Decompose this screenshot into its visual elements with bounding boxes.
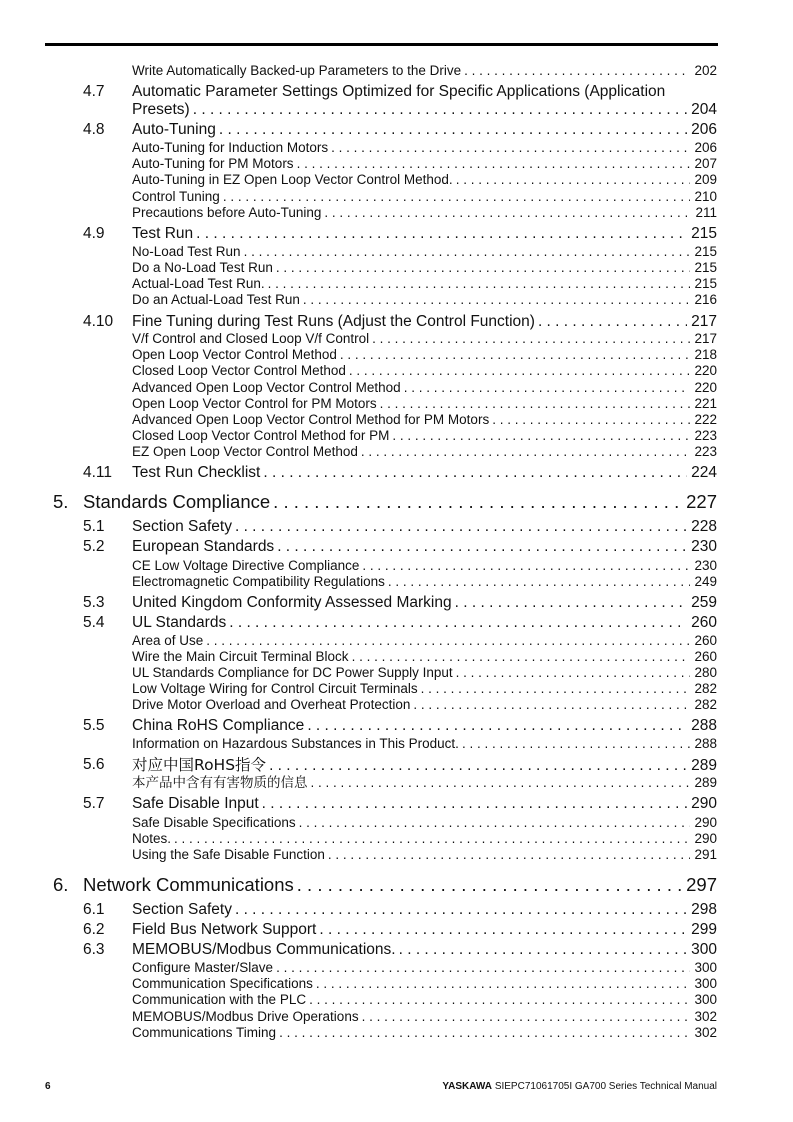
dot-leader — [462, 736, 691, 752]
dot-leader — [399, 940, 688, 960]
toc-entry-title: Communication Specifications — [132, 976, 313, 991]
dot-leader — [223, 189, 691, 205]
toc-entry-title: UL Standards Compliance for DC Power Supply Input — [132, 665, 453, 680]
footer-manual-title — [442, 1081, 717, 1092]
dot-leader — [372, 331, 690, 347]
toc-entry-title: Electromagnetic Compatibility Regulations — [132, 574, 385, 589]
toc-page-number: 289 — [691, 757, 717, 774]
toc-page-number: 290 — [694, 815, 717, 830]
toc-section-number: 5.2 — [83, 538, 105, 555]
toc-entry[interactable] — [132, 847, 717, 863]
toc-entry[interactable] — [132, 156, 717, 172]
toc-page-number: 217 — [691, 313, 717, 330]
toc-entry[interactable] — [132, 697, 717, 713]
toc-page-number: 215 — [694, 260, 717, 275]
toc-page-number: 260 — [694, 649, 717, 664]
dot-leader — [392, 428, 690, 444]
toc-page-number: 300 — [694, 960, 717, 975]
toc-entry-title: EZ Open Loop Vector Control Method — [132, 444, 358, 459]
dot-leader — [196, 224, 687, 244]
toc-page-number: 223 — [694, 428, 717, 443]
toc-section-number: 6. — [53, 874, 69, 895]
toc-entry[interactable] — [132, 396, 717, 412]
toc-entry-title: Advanced Open Loop Vector Control Method for PM Motors — [132, 412, 490, 427]
toc-entry-title: Open Loop Vector Control for PM Motors — [132, 396, 377, 411]
toc-entry[interactable] — [132, 831, 717, 847]
toc-entry[interactable] — [132, 815, 717, 831]
toc-entry[interactable] — [132, 224, 717, 244]
dot-leader — [235, 900, 687, 920]
toc-entry[interactable] — [132, 574, 717, 590]
toc-entry[interactable] — [132, 120, 717, 140]
toc-page-number: 216 — [694, 292, 717, 307]
toc-entry[interactable] — [132, 960, 717, 976]
toc-page-number: 206 — [691, 121, 717, 138]
toc-page-number: 259 — [691, 594, 717, 611]
dot-leader — [268, 276, 691, 292]
toc-entry[interactable] — [132, 940, 717, 960]
header-rule — [45, 43, 718, 46]
toc-section-number: 5.3 — [83, 594, 105, 611]
dot-leader — [277, 537, 687, 557]
dot-leader — [307, 716, 687, 736]
toc-entry-title: Communications Timing — [132, 1025, 277, 1040]
toc-entry[interactable] — [132, 920, 717, 940]
toc-entry[interactable] — [132, 976, 717, 992]
toc-page-number: 206 — [694, 140, 717, 155]
dot-leader — [538, 312, 687, 332]
toc-entry[interactable] — [132, 633, 717, 649]
toc-entry[interactable] — [132, 1009, 717, 1025]
dot-leader — [193, 100, 687, 120]
toc-entry-title: Auto-Tuning — [132, 121, 216, 138]
toc-entry[interactable] — [132, 189, 717, 205]
toc-entry-title: Information on Hazardous Substances in This Product. — [132, 736, 459, 751]
toc-section-number: 6.3 — [83, 941, 105, 958]
toc-section-number: 5.6 — [83, 756, 105, 773]
dot-leader — [456, 172, 691, 188]
dot-leader — [276, 960, 690, 976]
toc-entry-title[interactable]: Automatic Parameter Settings Optimized for Specific Applications (Application — [132, 83, 666, 100]
toc-entry-title: Write Automatically Backed-up Parameters to the Drive — [132, 63, 462, 78]
toc-entry-title: Area of Use — [132, 633, 204, 648]
toc-page-number: 227 — [686, 491, 717, 512]
toc-page-number: 280 — [694, 665, 717, 680]
toc-section-number: 4.7 — [83, 83, 105, 100]
toc-entry[interactable] — [132, 100, 717, 120]
toc-page-number: 260 — [691, 614, 717, 631]
toc-entry-title: Using the Safe Disable Function — [132, 847, 325, 862]
dot-leader — [263, 463, 687, 483]
toc-entry[interactable] — [132, 900, 717, 920]
toc-page-number: 299 — [691, 921, 717, 938]
dot-leader — [324, 205, 691, 221]
toc-entry-title: Do a No-Load Test Run — [132, 260, 273, 275]
toc-page-number: 218 — [694, 347, 717, 362]
toc-entry-title: Safe Disable Specifications — [132, 815, 296, 830]
toc-page-number: 288 — [694, 736, 717, 751]
toc-entry[interactable] — [132, 244, 717, 260]
toc-entry-title: Low Voltage Wiring for Control Circuit Terminals — [132, 681, 418, 696]
toc-entry[interactable] — [83, 490, 717, 514]
dot-leader — [174, 831, 690, 847]
toc-page-number: 302 — [694, 1009, 717, 1024]
toc-entry-title: Fine Tuning during Test Runs (Adjust the Control Function) — [132, 313, 535, 330]
toc-entry-title: United Kingdom Conformity Assessed Marking — [132, 594, 452, 611]
toc-page-number: 220 — [694, 380, 717, 395]
toc-entry[interactable] — [132, 205, 717, 221]
toc-section-number: 6.1 — [83, 901, 105, 918]
toc-page-number: 288 — [691, 717, 717, 734]
toc-page-number: 221 — [694, 396, 717, 411]
toc-section-number: 6.2 — [83, 921, 105, 938]
toc-page-number: 300 — [694, 976, 717, 991]
dot-leader — [311, 775, 691, 791]
toc-page-number: 260 — [694, 633, 717, 648]
dot-leader — [352, 649, 691, 665]
toc-entry-title: 对应中国RoHS指令 — [132, 756, 267, 774]
dot-leader — [279, 1025, 690, 1041]
toc-section-number: 4.8 — [83, 121, 105, 138]
dot-leader — [262, 794, 687, 814]
dot-leader — [362, 1009, 691, 1025]
toc-page-number: 217 — [694, 331, 717, 346]
toc-entry-title: Precautions before Auto-Tuning — [132, 205, 322, 220]
toc-entry-title: Drive Motor Overload and Overheat Protection — [132, 697, 411, 712]
toc-entry[interactable] — [132, 63, 717, 79]
toc-page-number: 215 — [694, 244, 717, 259]
dot-leader — [455, 593, 688, 613]
dot-leader — [309, 992, 690, 1008]
toc-page-number: 223 — [694, 444, 717, 459]
toc-entry[interactable] — [132, 347, 717, 363]
toc-section-number: 5.1 — [83, 518, 105, 535]
dot-leader — [404, 380, 691, 396]
dot-leader — [297, 156, 691, 172]
toc-entry-title: Configure Master/Slave — [132, 960, 274, 975]
toc-entry-title: Open Loop Vector Control Method — [132, 347, 337, 362]
toc-entry[interactable] — [132, 736, 717, 752]
dot-leader — [276, 260, 691, 276]
toc-entry[interactable] — [132, 412, 717, 428]
toc-entry[interactable] — [132, 363, 717, 379]
dot-leader — [244, 244, 691, 260]
toc-entry[interactable] — [132, 292, 717, 308]
toc-section-number: 5.5 — [83, 717, 105, 734]
toc-entry[interactable] — [132, 331, 717, 347]
dot-leader — [328, 847, 691, 863]
toc-entry-title: Safe Disable Input — [132, 795, 259, 812]
toc-entry[interactable] — [132, 716, 717, 736]
toc-section-number: 4.11 — [83, 464, 113, 481]
footer-brand: YASKAWA — [442, 1081, 493, 1092]
toc-entry-title: Section Safety — [132, 901, 232, 918]
toc-entry-title: Field Bus Network Support — [132, 921, 317, 938]
dot-leader — [319, 920, 687, 940]
toc-entry[interactable] — [83, 873, 717, 897]
toc-entry[interactable] — [132, 172, 717, 188]
toc-page-number: 210 — [694, 189, 717, 204]
dot-leader — [492, 412, 690, 428]
toc-entry-title: China RoHS Compliance — [132, 717, 305, 734]
toc-page-number: 230 — [691, 538, 717, 555]
toc-entry-title: Test Run Checklist — [132, 464, 261, 481]
toc-entry[interactable] — [132, 992, 717, 1008]
dot-leader — [299, 815, 691, 831]
dot-leader — [273, 490, 682, 514]
toc-section-number: 5.7 — [83, 795, 105, 812]
toc-entry-title: Auto-Tuning for PM Motors — [132, 156, 294, 171]
toc-entry[interactable] — [132, 517, 717, 537]
toc-page-number: 282 — [694, 681, 717, 696]
toc-entry-title-continued: Presets) — [132, 101, 190, 118]
toc-entry-title: European Standards — [132, 538, 275, 555]
toc-page-number: 220 — [694, 363, 717, 378]
toc-page-number: 211 — [695, 205, 717, 220]
toc-page-number: 289 — [694, 775, 717, 790]
dot-leader — [331, 140, 690, 156]
toc-page-number: 249 — [694, 574, 717, 589]
toc-page-number: 297 — [686, 874, 717, 895]
toc-page-number: 298 — [691, 901, 717, 918]
toc-entry[interactable] — [132, 665, 717, 681]
toc-entry[interactable] — [132, 537, 717, 557]
toc-page-number: 300 — [691, 941, 717, 958]
dot-leader — [380, 396, 691, 412]
toc-entry-title: Wire the Main Circuit Terminal Block — [132, 649, 349, 664]
toc-entry-title: Do an Actual-Load Test Run — [132, 292, 300, 307]
toc-entry-title: CE Low Voltage Directive Compliance — [132, 558, 360, 573]
toc-page-number: 204 — [691, 101, 717, 118]
toc-page-number: 202 — [694, 63, 717, 78]
toc-page-number: 224 — [691, 464, 717, 481]
dot-leader — [340, 347, 691, 363]
toc-entry-title: Auto-Tuning in EZ Open Loop Vector Control Method. — [132, 172, 453, 187]
toc-section-number: 5.4 — [83, 614, 105, 631]
toc-entry[interactable] — [132, 380, 717, 396]
toc-page-number: 215 — [691, 225, 717, 242]
toc-entry[interactable] — [132, 775, 717, 791]
toc-page-number: 300 — [694, 992, 717, 1007]
toc-entry-title: Auto-Tuning for Induction Motors — [132, 140, 329, 155]
footer-page-number: 6 — [45, 1081, 51, 1092]
toc-entry-title: Actual-Load Test Run. — [132, 276, 265, 291]
toc-section-number: 5. — [53, 491, 69, 512]
toc-page-number: 290 — [691, 795, 717, 812]
toc-page-number: 209 — [694, 172, 717, 187]
footer-manual-name: SIEPC71061705I GA700 Series Technical Manual — [494, 1081, 717, 1092]
toc-section-number: 4.9 — [83, 225, 105, 242]
dot-leader — [388, 574, 691, 590]
dot-leader — [303, 292, 691, 308]
dot-leader — [421, 681, 691, 697]
toc-page-number: 291 — [694, 847, 717, 862]
toc-page-number: 207 — [694, 156, 717, 171]
toc-entry[interactable] — [132, 1025, 717, 1041]
toc-page-number: 228 — [691, 518, 717, 535]
toc-entry-title: Test Run — [132, 225, 194, 242]
toc-entry-title: Closed Loop Vector Control Method for PM — [132, 428, 390, 443]
dot-leader — [206, 633, 690, 649]
toc-entry-title: V/f Control and Closed Loop V/f Control — [132, 331, 370, 346]
toc-page-number: 302 — [694, 1025, 717, 1040]
dot-leader — [456, 665, 691, 681]
toc-entry-title: Communication with the PLC — [132, 992, 307, 1007]
toc-entry-title: Notes. — [132, 831, 172, 846]
dot-leader — [464, 63, 690, 79]
toc-entry[interactable] — [132, 140, 717, 156]
toc-entry-title: Advanced Open Loop Vector Control Method — [132, 380, 401, 395]
toc-entry-title: Section Safety — [132, 518, 232, 535]
toc-entry[interactable] — [132, 276, 717, 292]
toc-section-number: 4.10 — [83, 313, 114, 330]
dot-leader — [361, 444, 691, 460]
toc-entry[interactable] — [132, 428, 717, 444]
toc-page-number: 290 — [694, 831, 717, 846]
dot-leader — [229, 613, 687, 633]
toc-entry[interactable] — [132, 463, 717, 483]
toc-page-number: 215 — [694, 276, 717, 291]
toc-entry-title: UL Standards — [132, 614, 227, 631]
toc-entry-title: Standards Compliance — [83, 491, 271, 512]
toc-entry-title: Closed Loop Vector Control Method — [132, 363, 346, 378]
toc-entry[interactable] — [132, 649, 717, 665]
dot-leader — [235, 517, 687, 537]
toc-entry[interactable] — [132, 613, 717, 633]
dot-leader — [362, 558, 690, 574]
toc-page-number: 222 — [694, 412, 717, 427]
dot-leader — [316, 976, 691, 992]
toc-entry[interactable] — [132, 312, 717, 332]
toc-entry[interactable] — [132, 755, 717, 775]
toc-entry[interactable] — [132, 260, 717, 276]
toc-entry[interactable] — [132, 681, 717, 697]
dot-leader — [349, 363, 691, 379]
toc-entry-title: 本产品中含有有害物质的信息 — [132, 775, 308, 791]
dot-leader — [297, 873, 682, 897]
dot-leader — [219, 120, 687, 140]
toc-entry[interactable] — [132, 444, 717, 460]
toc-entry-title: Control Tuning — [132, 189, 220, 204]
toc-entry[interactable] — [132, 593, 717, 613]
toc-entry-title: MEMOBUS/Modbus Drive Operations — [132, 1009, 359, 1024]
toc-page-number: 230 — [694, 558, 717, 573]
toc-entry[interactable] — [132, 794, 717, 814]
dot-leader — [269, 756, 687, 776]
dot-leader — [413, 697, 690, 713]
toc-entry-title: No-Load Test Run — [132, 244, 241, 259]
toc-entry[interactable] — [132, 558, 717, 574]
toc-entry-title: Network Communications — [83, 874, 294, 895]
toc-page-number: 282 — [694, 697, 717, 712]
toc-entry-title: MEMOBUS/Modbus Communications. — [132, 941, 396, 958]
